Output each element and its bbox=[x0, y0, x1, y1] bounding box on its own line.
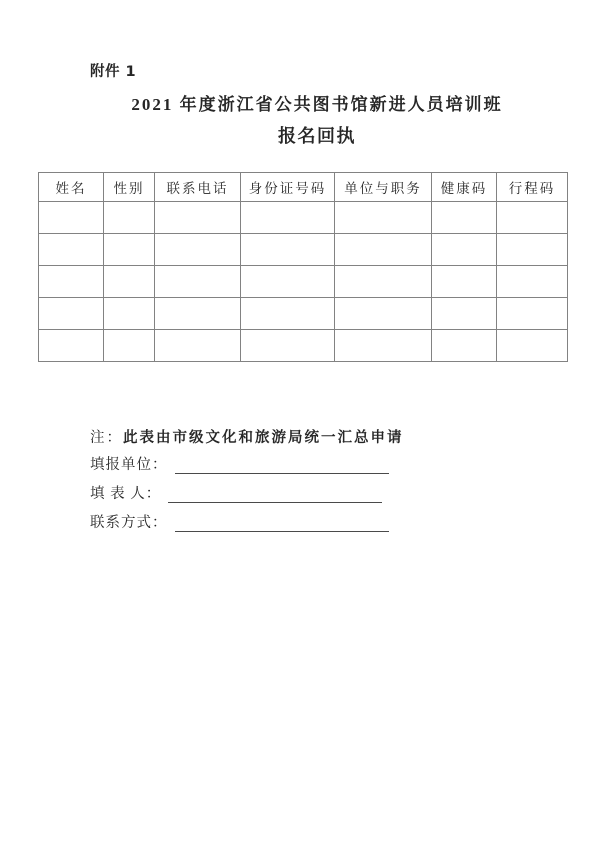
field-reporting-unit bbox=[90, 456, 389, 474]
field-contact-method bbox=[90, 514, 389, 532]
table-cell-empty[interactable] bbox=[155, 330, 241, 362]
table-cell-empty[interactable] bbox=[104, 266, 155, 298]
field-contact-method-label: 联系方式： bbox=[90, 515, 168, 531]
note-prefix: 注： bbox=[90, 430, 123, 446]
table-cell-empty[interactable] bbox=[104, 202, 155, 234]
registration-table-body bbox=[39, 202, 568, 362]
field-form-filler-label: 填 表 人： bbox=[90, 486, 162, 502]
document-title: 2021 年度浙江省公共图书馆新进人员培训班 bbox=[131, 95, 503, 114]
table-cell-empty[interactable] bbox=[155, 298, 241, 330]
table-cell-empty[interactable] bbox=[335, 266, 432, 298]
table-row bbox=[39, 266, 568, 298]
registration-table bbox=[38, 172, 568, 362]
table-cell-empty[interactable] bbox=[497, 234, 568, 266]
table-row bbox=[39, 330, 568, 362]
table-cell-empty[interactable] bbox=[497, 266, 568, 298]
table-row bbox=[39, 298, 568, 330]
table-cell-empty[interactable] bbox=[432, 266, 497, 298]
table-cell-empty[interactable] bbox=[39, 202, 104, 234]
table-cell-empty[interactable] bbox=[241, 202, 335, 234]
table-cell-empty[interactable] bbox=[497, 330, 568, 362]
table-cell-empty[interactable] bbox=[39, 330, 104, 362]
column-header-gender: 性别 bbox=[104, 173, 155, 202]
table-header-row bbox=[39, 173, 568, 202]
table-cell-empty[interactable] bbox=[155, 266, 241, 298]
table-cell-empty[interactable] bbox=[432, 298, 497, 330]
table-cell-empty[interactable] bbox=[104, 234, 155, 266]
field-contact-method-blank-line[interactable] bbox=[175, 515, 389, 532]
table-cell-empty[interactable] bbox=[432, 202, 497, 234]
table-cell-empty[interactable] bbox=[335, 330, 432, 362]
table-cell-empty[interactable] bbox=[432, 234, 497, 266]
table-cell-empty[interactable] bbox=[39, 266, 104, 298]
column-header-phone: 联系电话 bbox=[155, 173, 241, 202]
attachment-label: 附件 1 bbox=[90, 64, 137, 80]
field-form-filler bbox=[90, 485, 382, 503]
table-cell-empty[interactable] bbox=[104, 330, 155, 362]
table-cell-empty[interactable] bbox=[241, 330, 335, 362]
table-cell-empty[interactable] bbox=[241, 234, 335, 266]
column-header-name: 姓名 bbox=[39, 173, 104, 202]
column-header-unit-position: 单位与职务 bbox=[335, 173, 432, 202]
table-cell-empty[interactable] bbox=[39, 234, 104, 266]
note-line bbox=[90, 426, 404, 447]
table-cell-empty[interactable] bbox=[335, 234, 432, 266]
table-cell-empty[interactable] bbox=[39, 298, 104, 330]
table-cell-empty[interactable] bbox=[155, 202, 241, 234]
note-body: 此表由市级文化和旅游局统一汇总申请 bbox=[123, 430, 404, 446]
document-subtitle: 报名回执 bbox=[278, 126, 356, 146]
field-reporting-unit-blank-line[interactable] bbox=[175, 457, 389, 474]
table-cell-empty[interactable] bbox=[241, 266, 335, 298]
table-cell-empty[interactable] bbox=[155, 234, 241, 266]
table-cell-empty[interactable] bbox=[335, 298, 432, 330]
table-cell-empty[interactable] bbox=[497, 202, 568, 234]
table-cell-empty[interactable] bbox=[432, 330, 497, 362]
field-reporting-unit-label: 填报单位： bbox=[90, 457, 168, 473]
table-row bbox=[39, 234, 568, 266]
table-cell-empty[interactable] bbox=[335, 202, 432, 234]
table-cell-empty[interactable] bbox=[104, 298, 155, 330]
table-cell-empty[interactable] bbox=[497, 298, 568, 330]
table-cell-empty[interactable] bbox=[241, 298, 335, 330]
column-header-travel-code: 行程码 bbox=[497, 173, 568, 202]
column-header-id-number: 身份证号码 bbox=[241, 173, 335, 202]
column-header-health-code: 健康码 bbox=[432, 173, 497, 202]
field-form-filler-blank-line[interactable] bbox=[168, 486, 382, 503]
table-row bbox=[39, 202, 568, 234]
